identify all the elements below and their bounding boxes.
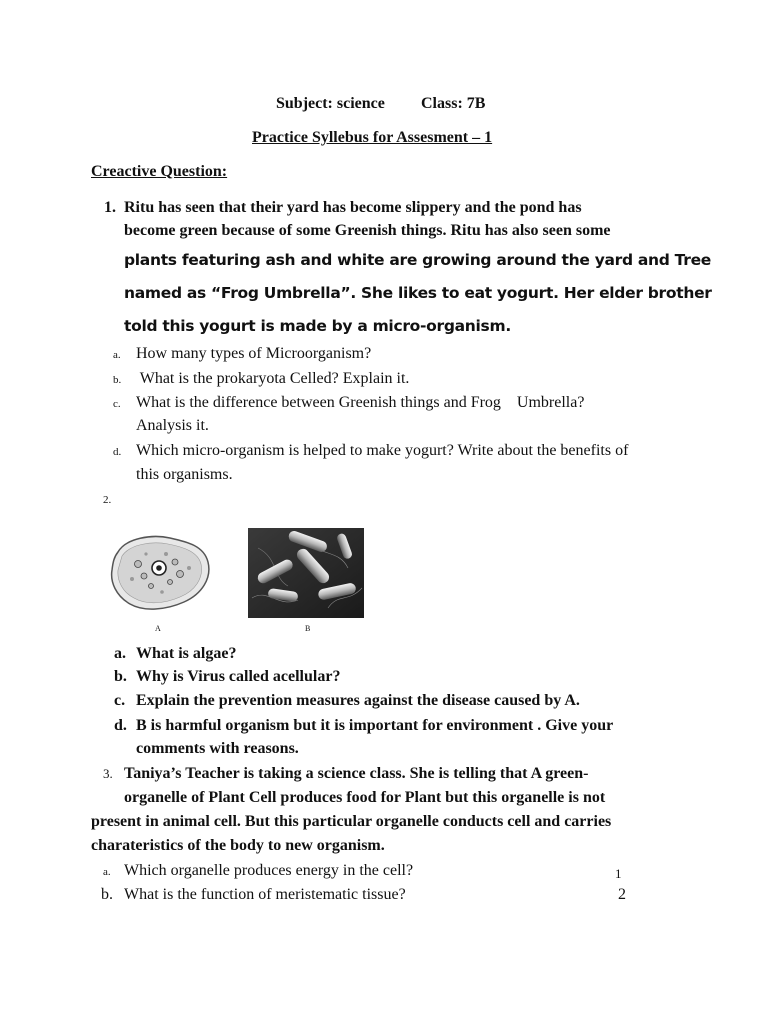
- page-subtitle: Practice Syllebus for Assesment – 1: [252, 129, 493, 146]
- q3-line: present in animal cell. But this particular organelle conducts cell and carries: [91, 813, 612, 830]
- q1-sub-label: b.: [113, 374, 122, 386]
- q1-line: named as “Frog Umbrella”. She likes to eat yogurt. Her elder brother: [124, 284, 712, 302]
- q1-sub-text: Analysis it.: [136, 417, 209, 434]
- class-label: Class: 7B: [421, 95, 486, 112]
- q3-sub-label: a.: [103, 866, 111, 878]
- q2-sub-label: d.: [114, 717, 127, 734]
- q1-sub-text: How many types of Microorganism?: [136, 345, 372, 362]
- q2-sub-text: Explain the prevention measures against the disease caused by A.: [136, 692, 580, 709]
- q1-sub-label: a.: [113, 349, 121, 361]
- q1-sub-text: this organisms.: [136, 466, 233, 483]
- subject-label: Subject: science: [276, 95, 385, 112]
- q1-line: plants featuring ash and white are growing around the yard and Tree: [124, 251, 712, 269]
- q1-line: become green because of some Greenish things. Ritu has also seen some: [124, 222, 611, 239]
- q2-number: 2.: [103, 494, 112, 506]
- q2-sub-text: B is harmful organism but it is important for environment . Give your: [136, 717, 614, 734]
- q3-number: 3.: [103, 766, 113, 781]
- protozoa-image: [104, 524, 216, 620]
- q1-line: Ritu has seen that their yard has become slippery and the pond has: [124, 199, 582, 216]
- q1-sub-text: What is the difference between Greenish things and Frog Umbrella?: [136, 394, 585, 411]
- q3-line: organelle of Plant Cell produces food for Plant but this organelle is not: [124, 789, 606, 806]
- q3-sub-marks: 1: [615, 866, 622, 881]
- q3-line: charateristics of the body to new organism.: [91, 837, 385, 854]
- q2-sub-text: comments with reasons.: [136, 740, 299, 757]
- image-b-label: B: [305, 624, 311, 633]
- q1-number: 1.: [104, 199, 116, 216]
- q2-sub-text: Why is Virus called acellular?: [136, 668, 341, 685]
- q3-sub-label: b.: [101, 886, 113, 903]
- q3-sub-text: Which organelle produces energy in the cell?: [124, 862, 414, 879]
- q1-sub-label: c.: [113, 398, 121, 410]
- q1-sub-text: What is the prokaryota Celled? Explain it.: [136, 370, 410, 387]
- q1-sub-text: Which micro-organism is helped to make yogurt? Write about the benefits of: [136, 442, 629, 459]
- q2-sub-label: b.: [114, 668, 127, 685]
- section-title: Creactive Question:: [91, 163, 228, 180]
- q3-sub-marks: 2: [618, 886, 626, 903]
- bacteria-image: [248, 528, 364, 618]
- q2-sub-text: What is algae?: [136, 645, 237, 662]
- q2-sub-label: a.: [114, 645, 126, 662]
- image-a-label: A: [155, 624, 161, 633]
- q2-sub-label: c.: [114, 692, 126, 709]
- q3-sub-text: What is the function of meristematic tissue?: [124, 886, 406, 903]
- q3-line: Taniya’s Teacher is taking a science class. She is telling that A green-: [124, 765, 589, 782]
- q1-line: told this yogurt is made by a micro-organism.: [124, 317, 511, 335]
- q1-sub-label: d.: [113, 446, 122, 458]
